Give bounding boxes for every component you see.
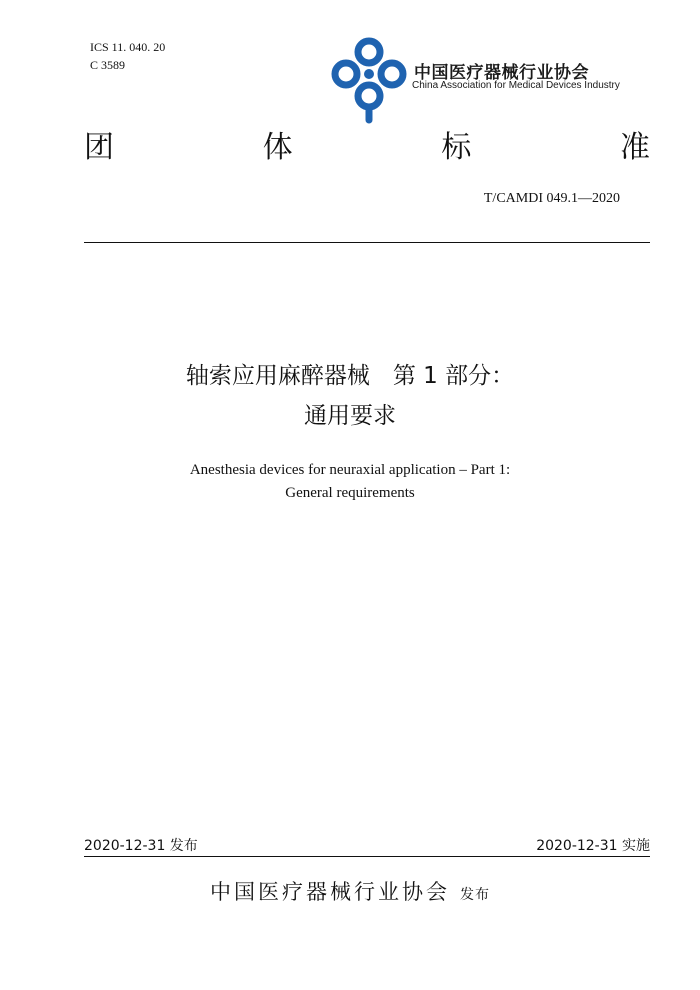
camdi-logo-icon [328, 34, 410, 124]
title-en-line2: General requirements [285, 485, 415, 501]
ccs-code: C 3589 [90, 58, 126, 72]
logo-org-name-en: China Association for Medical Devices Industry [412, 80, 620, 91]
implement-date: 2020-12-31 实施 [536, 838, 650, 854]
standard-type-char: 体 [262, 130, 293, 165]
publish-date: 2020-12-31 发布 [84, 838, 198, 854]
classification-codes [90, 38, 165, 74]
title-cn-line1: 轴索应用麻醉器械 第 1 部分： [185, 363, 515, 389]
issuer-name: 中国医疗器械行业协会 [210, 880, 450, 904]
title-en-line1: Anesthesia devices for neuraxial application – Part 1: [189, 462, 511, 478]
standard-type-heading [84, 128, 650, 168]
logo-org-name-cn: 中国医疗器械行业协会 [414, 63, 589, 83]
standard-type-char: 准 [619, 130, 650, 165]
standard-number: T/CAMDI 049.1—2020 [483, 191, 620, 206]
ics-code: ICS 11. 040. 20 [90, 40, 166, 54]
title-cn-line2: 通用要求 [304, 403, 396, 429]
date-row [84, 836, 650, 856]
issuer [0, 876, 700, 906]
standard-type-char: 团 [84, 130, 114, 165]
standard-type-char: 标 [441, 130, 472, 165]
issuer-suffix: 发布 [460, 887, 490, 903]
footer-divider [84, 856, 650, 857]
header-divider [84, 242, 650, 243]
